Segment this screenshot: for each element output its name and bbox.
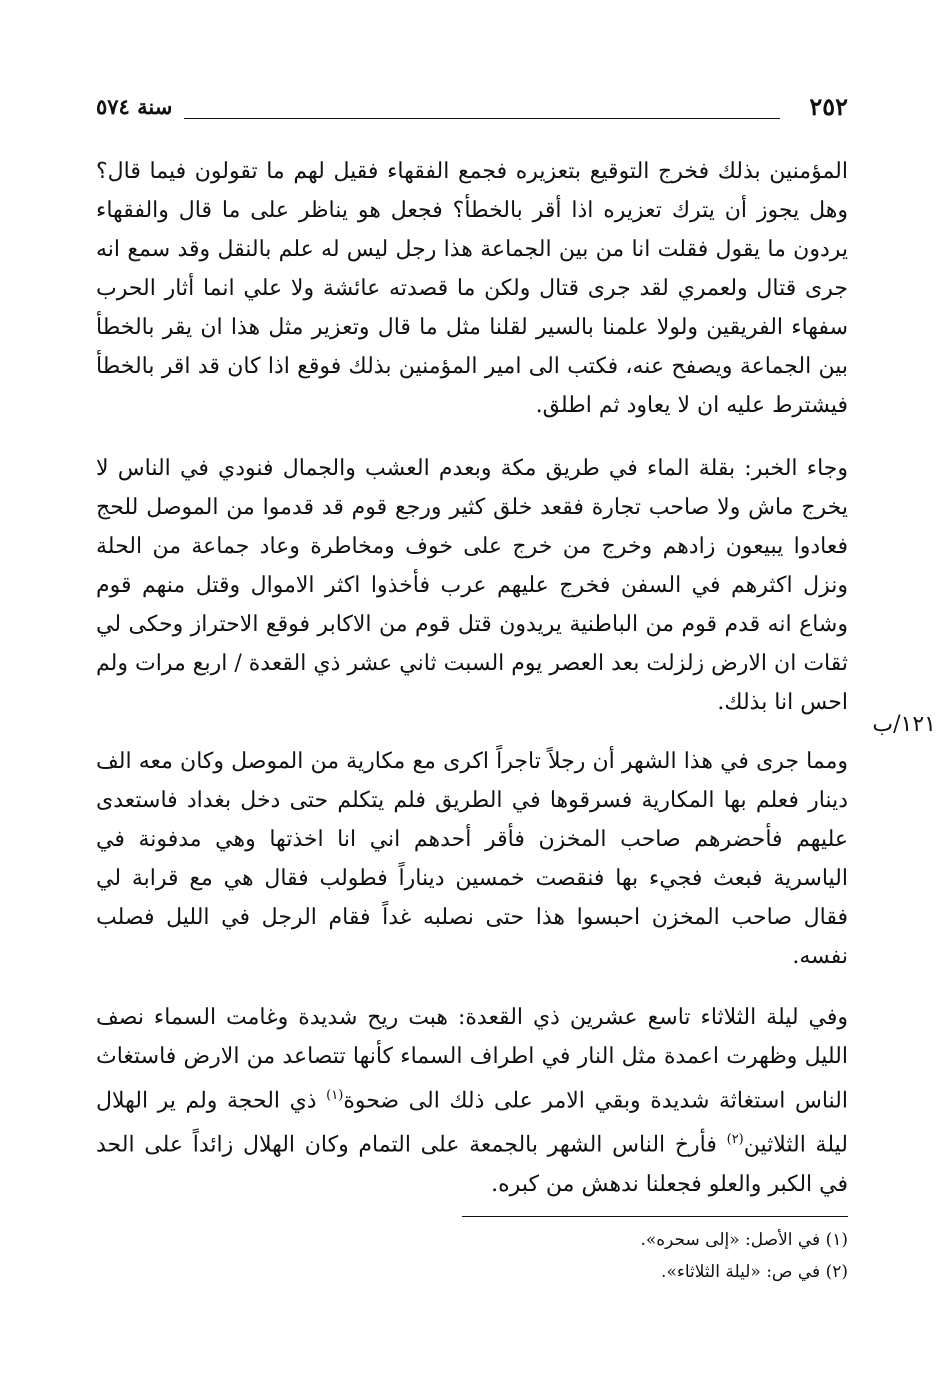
header-rule [184, 118, 780, 119]
footnote-ref-2: (٢) [726, 1132, 744, 1148]
paragraph-1: المؤمنين بذلك فخرج التوقيع بتعزيره فجمع الفقهاء فقيل لهم ما تقولون فيما قال؟ وهل يجوز أن يترك تعزيره اذا أقر بالخطأ؟ فجعل هو يناظر على ما قال والفقهاء يردون ما يقول فقلت انا من بين الجماعة هذا رجل ليس له علم بالنقل وقد سمع انه جرى قتال ولعمري لقد جرى قتال ولكن ما قصدته عائشة ولا علي انما أثار الحرب سفهاء الفريقين ولولا علمنا بالسير لقلنا مثل ما قال وتعزير مثل هذا ان يقر بالخطأ بين الجماعة ويصفح عنه، فكتب الى امير المؤمنين بذلك فوقع اذا كان قد اقر بالخطأ فيشترط عليه ان لا يعاود ثم اطلق. [96, 159, 848, 418]
paragraph-4-part-3: فأرخ الناس الشهر بالجمعة على التمام وكان الهلال زائداً على الحد في الكبر والعلو فجعلنا ندهش من كبره. [96, 1132, 848, 1197]
footnotes [96, 1224, 848, 1288]
paragraph-4-part-2: ذي الحجة ولم ير الهلال ليلة الثلاثين [96, 1088, 848, 1158]
paragraph-3: ومما جرى في هذا الشهر أن رجلاً تاجراً اكرى مع مكارية من الموصل وكان معه الف دينار فعلم بها المكارية فسرقوها في الطريق فلم يتكلم حتى دخل بغداد فاستعدى عليهم فأحضرهم صاحب المخزن فأقر أحدهم اني انا اخذتها وهي مدفونة في الياسرية فبعث فجيء بها فنقصت خمسين ديناراً فطولب فقال هي مع قرابة لي فقال صاحب المخزن احبسوا هذا حتى نصلبه غداً فقام الرجل في الليل فصلب نفسه. [96, 749, 848, 969]
paragraph-4 [96, 998, 848, 1204]
paragraph-2: وجاء الخبر: بقلة الماء في طريق مكة وبعدم العشب والجمال فنودي في الناس لا يخرج ماش ولا صاحب تجارة فقعد خلق كثير ورجع قوم قد قدموا من الموصل للحج فعادوا يبيعون زادهم وخرج من خرج على خوف ومخاطرة وعاد جماعة من الحلة ونزل اكثرهم في السفن فخرج عليهم عرب فأخذوا اكثر الاموال وقتل منهم قوم وشاع انه قدم قوم من الباطنية يريدون قتل قوم من الاكابر فوقع الاحتراز وحكى لي ثقات ان الارض زلزلت بعد العصر يوم السبت ثاني عشر ذي القعدة / اربع مرات ولم احس انا بذلك. [96, 456, 848, 715]
page-header [96, 88, 848, 130]
manuscript-folio-marker: ١٢١/ب [872, 712, 936, 737]
page-number: ٢٥٢ [809, 92, 848, 121]
running-head-year: سنة ٥٧٤ [96, 94, 173, 119]
footnote-ref-1: (١) [326, 1088, 344, 1103]
footnote-2: (٢) في ص: «ليلة الثلاثاء». [661, 1262, 848, 1282]
footnote-1: (١) في الأصل: «إلى سحره». [640, 1230, 848, 1250]
footnote-rule [462, 1216, 848, 1217]
paragraph-4-part-1: وفي ليلة الثلاثاء تاسع عشرين ذي القعدة: هبت ريح شديدة وغامت السماء نصف الليل وظهرت اعمدة مثل النار في اطراف السماء كأنها تتصاعد من الارض فاستغاث الناس استغاثة شديدة وبقي الامر على ذلك الى ضحوة [96, 1005, 848, 1114]
main-text [96, 152, 848, 1204]
